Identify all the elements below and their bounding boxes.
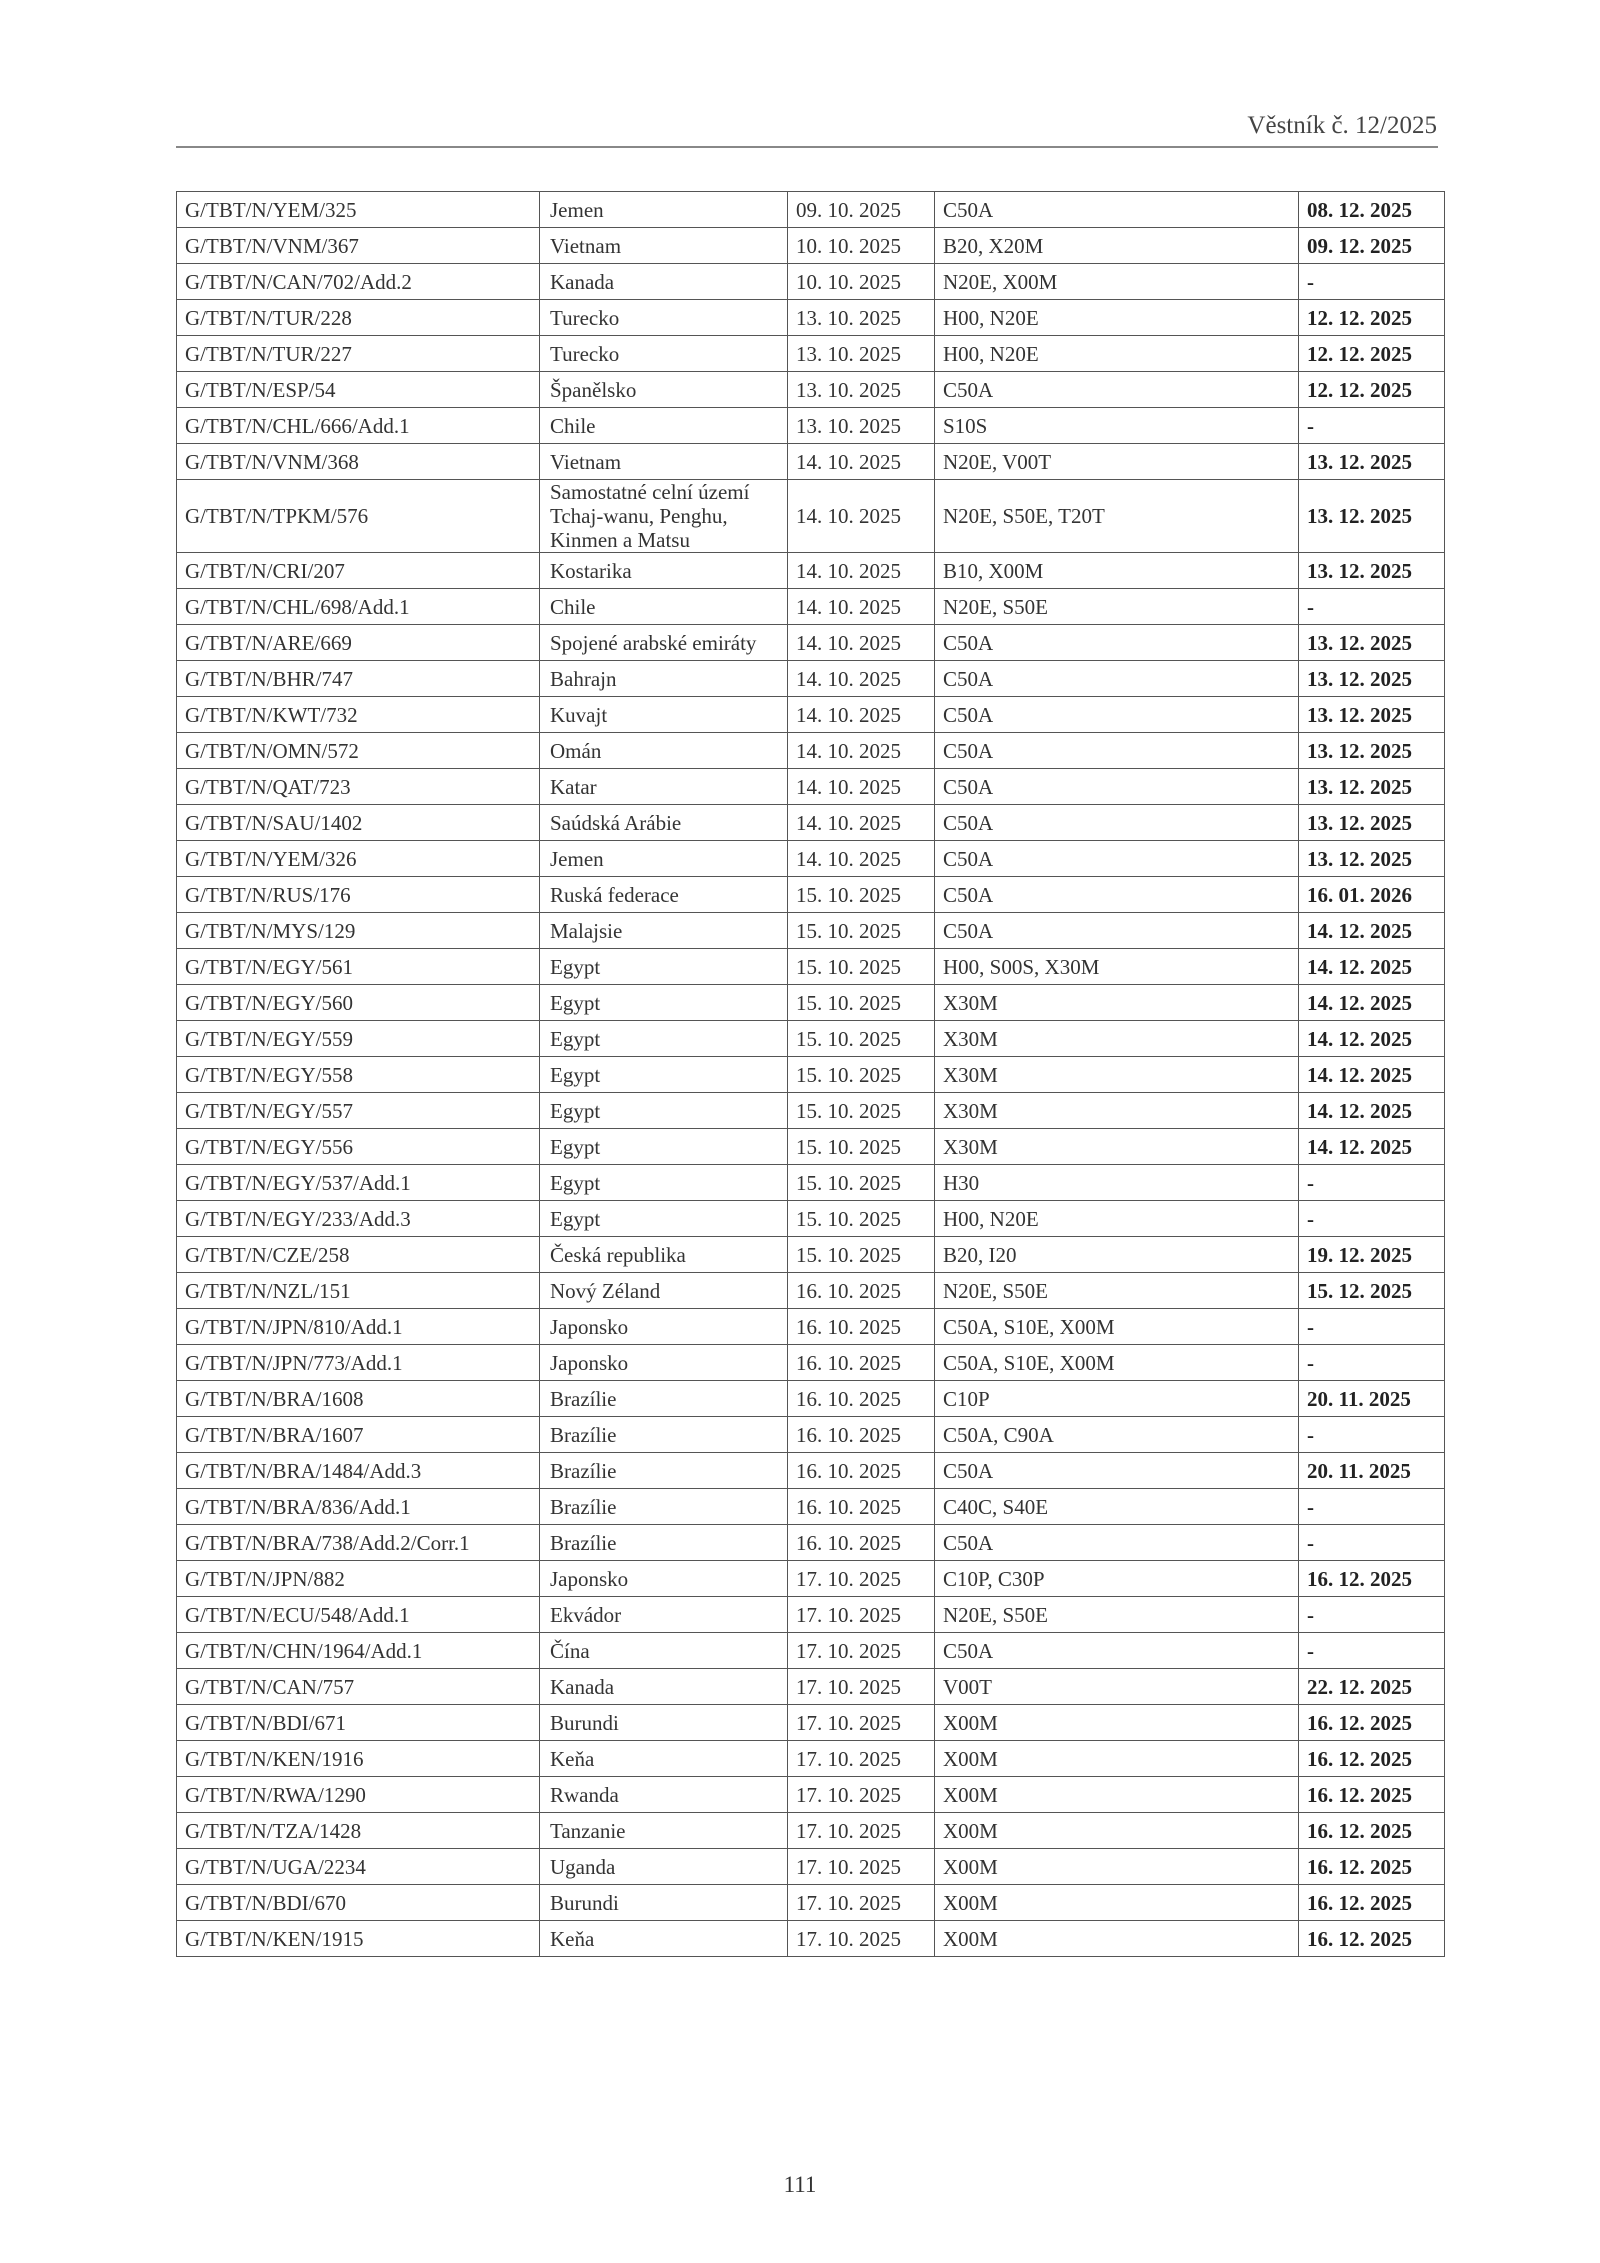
comment-deadline: 13. 12. 2025 (1299, 480, 1445, 553)
notification-date: 17. 10. 2025 (788, 1813, 935, 1849)
comment-deadline: - (1299, 1417, 1445, 1453)
table-row (177, 1597, 1445, 1633)
document-symbol: G/TBT/N/BRA/836/Add.1 (177, 1489, 540, 1525)
comment-deadline: 13. 12. 2025 (1299, 444, 1445, 480)
member-country: Spojené arabské emiráty (540, 625, 788, 661)
document-symbol: G/TBT/N/OMN/572 (177, 733, 540, 769)
member-country: Egypt (540, 949, 788, 985)
notification-date: 15. 10. 2025 (788, 1237, 935, 1273)
document-symbol: G/TBT/N/TPKM/576 (177, 480, 540, 553)
document-symbol: G/TBT/N/NZL/151 (177, 1273, 540, 1309)
ics-codes: C50A (935, 625, 1299, 661)
notification-date: 14. 10. 2025 (788, 444, 935, 480)
comment-deadline: 12. 12. 2025 (1299, 372, 1445, 408)
comment-deadline: 13. 12. 2025 (1299, 661, 1445, 697)
comment-deadline: 16. 12. 2025 (1299, 1849, 1445, 1885)
member-country: Burundi (540, 1705, 788, 1741)
comment-deadline: 22. 12. 2025 (1299, 1669, 1445, 1705)
notification-date: 16. 10. 2025 (788, 1381, 935, 1417)
document-symbol: G/TBT/N/EGY/557 (177, 1093, 540, 1129)
ics-codes: C50A (935, 661, 1299, 697)
ics-codes: C50A (935, 372, 1299, 408)
member-country: Brazílie (540, 1489, 788, 1525)
document-symbol: G/TBT/N/YEM/325 (177, 192, 540, 228)
table-row (177, 1525, 1445, 1561)
notification-date: 16. 10. 2025 (788, 1309, 935, 1345)
table-row (177, 1129, 1445, 1165)
table-row (177, 444, 1445, 480)
ics-codes: C50A (935, 877, 1299, 913)
table-row (177, 877, 1445, 913)
comment-deadline: 16. 12. 2025 (1299, 1813, 1445, 1849)
comment-deadline: 14. 12. 2025 (1299, 1057, 1445, 1093)
ics-codes: H00, N20E (935, 1201, 1299, 1237)
table-row (177, 1057, 1445, 1093)
table-row (177, 408, 1445, 444)
ics-codes: C50A, S10E, X00M (935, 1345, 1299, 1381)
notification-date: 14. 10. 2025 (788, 841, 935, 877)
member-country: Čína (540, 1633, 788, 1669)
table-row (177, 1273, 1445, 1309)
document-symbol: G/TBT/N/MYS/129 (177, 913, 540, 949)
member-country: Egypt (540, 1021, 788, 1057)
ics-codes: X30M (935, 1021, 1299, 1057)
comment-deadline: 13. 12. 2025 (1299, 733, 1445, 769)
comment-deadline: 08. 12. 2025 (1299, 192, 1445, 228)
comment-deadline: 16. 12. 2025 (1299, 1561, 1445, 1597)
ics-codes: C50A (935, 769, 1299, 805)
ics-codes: N20E, X00M (935, 264, 1299, 300)
notification-date: 13. 10. 2025 (788, 300, 935, 336)
notification-date: 10. 10. 2025 (788, 264, 935, 300)
member-country: Brazílie (540, 1525, 788, 1561)
document-symbol: G/TBT/N/BDI/670 (177, 1885, 540, 1921)
notification-date: 15. 10. 2025 (788, 1021, 935, 1057)
table-row (177, 589, 1445, 625)
member-country: Egypt (540, 1057, 788, 1093)
member-country: Japonsko (540, 1561, 788, 1597)
notification-date: 13. 10. 2025 (788, 336, 935, 372)
document-symbol: G/TBT/N/JPN/882 (177, 1561, 540, 1597)
table-row (177, 1309, 1445, 1345)
member-country: Rwanda (540, 1777, 788, 1813)
ics-codes: C50A (935, 805, 1299, 841)
member-country: Turecko (540, 336, 788, 372)
comment-deadline: 13. 12. 2025 (1299, 805, 1445, 841)
document-symbol: G/TBT/N/CRI/207 (177, 553, 540, 589)
document-symbol: G/TBT/N/BRA/1608 (177, 1381, 540, 1417)
ics-codes: C50A, C90A (935, 1417, 1299, 1453)
comment-deadline: 20. 11. 2025 (1299, 1381, 1445, 1417)
table-row (177, 697, 1445, 733)
comment-deadline: 12. 12. 2025 (1299, 336, 1445, 372)
comment-deadline: 16. 12. 2025 (1299, 1777, 1445, 1813)
member-country: Keňa (540, 1921, 788, 1957)
document-symbol: G/TBT/N/CHN/1964/Add.1 (177, 1633, 540, 1669)
member-country: Samostatné celní území Tchaj-wanu, Penghu, Kinmen a Matsu (540, 480, 788, 553)
notification-date: 17. 10. 2025 (788, 1669, 935, 1705)
member-country: Uganda (540, 1849, 788, 1885)
comment-deadline: 14. 12. 2025 (1299, 985, 1445, 1021)
ics-codes: S10S (935, 408, 1299, 444)
notification-date: 14. 10. 2025 (788, 553, 935, 589)
member-country: Kuvajt (540, 697, 788, 733)
document-symbol: G/TBT/N/EGY/556 (177, 1129, 540, 1165)
ics-codes: C50A (935, 841, 1299, 877)
document-symbol: G/TBT/N/JPN/773/Add.1 (177, 1345, 540, 1381)
table-row (177, 1237, 1445, 1273)
table-row (177, 1741, 1445, 1777)
comment-deadline: - (1299, 1201, 1445, 1237)
table-row (177, 228, 1445, 264)
ics-codes: H00, N20E (935, 300, 1299, 336)
document-symbol: G/TBT/N/YEM/326 (177, 841, 540, 877)
member-country: Kostarika (540, 553, 788, 589)
notification-date: 15. 10. 2025 (788, 1093, 935, 1129)
table-row (177, 553, 1445, 589)
member-country: Egypt (540, 1129, 788, 1165)
table-row (177, 1921, 1445, 1957)
comment-deadline: 12. 12. 2025 (1299, 300, 1445, 336)
member-country: Keňa (540, 1741, 788, 1777)
member-country: Ruská federace (540, 877, 788, 913)
notification-date: 17. 10. 2025 (788, 1885, 935, 1921)
table-row (177, 1885, 1445, 1921)
ics-codes: X00M (935, 1741, 1299, 1777)
notification-date: 17. 10. 2025 (788, 1921, 935, 1957)
ics-codes: X30M (935, 1057, 1299, 1093)
table-row (177, 1093, 1445, 1129)
member-country: Saúdská Arábie (540, 805, 788, 841)
comment-deadline: - (1299, 264, 1445, 300)
comment-deadline: 16. 12. 2025 (1299, 1921, 1445, 1957)
comment-deadline: 16. 01. 2026 (1299, 877, 1445, 913)
comment-deadline: - (1299, 1309, 1445, 1345)
table-row (177, 1669, 1445, 1705)
ics-codes: X30M (935, 985, 1299, 1021)
document-symbol: G/TBT/N/KWT/732 (177, 697, 540, 733)
member-country: Japonsko (540, 1309, 788, 1345)
ics-codes: B20, I20 (935, 1237, 1299, 1273)
notification-date: 17. 10. 2025 (788, 1741, 935, 1777)
document-symbol: G/TBT/N/VNM/367 (177, 228, 540, 264)
table-row (177, 661, 1445, 697)
member-country: Brazílie (540, 1453, 788, 1489)
member-country: Turecko (540, 300, 788, 336)
notification-date: 17. 10. 2025 (788, 1777, 935, 1813)
member-country: Česká republika (540, 1237, 788, 1273)
notification-date: 15. 10. 2025 (788, 985, 935, 1021)
table-row (177, 985, 1445, 1021)
document-symbol: G/TBT/N/ESP/54 (177, 372, 540, 408)
ics-codes: C10P, C30P (935, 1561, 1299, 1597)
notification-date: 17. 10. 2025 (788, 1705, 935, 1741)
member-country: Bahrajn (540, 661, 788, 697)
document-symbol: G/TBT/N/SAU/1402 (177, 805, 540, 841)
table-row (177, 480, 1445, 553)
notification-date: 16. 10. 2025 (788, 1345, 935, 1381)
member-country: Vietnam (540, 228, 788, 264)
table-row (177, 1705, 1445, 1741)
notification-date: 17. 10. 2025 (788, 1849, 935, 1885)
comment-deadline: - (1299, 1489, 1445, 1525)
notification-date: 14. 10. 2025 (788, 805, 935, 841)
notification-date: 15. 10. 2025 (788, 1165, 935, 1201)
table-row (177, 1201, 1445, 1237)
member-country: Ekvádor (540, 1597, 788, 1633)
comment-deadline: 19. 12. 2025 (1299, 1237, 1445, 1273)
document-symbol: G/TBT/N/QAT/723 (177, 769, 540, 805)
member-country: Kanada (540, 1669, 788, 1705)
document-symbol: G/TBT/N/RUS/176 (177, 877, 540, 913)
table-row (177, 913, 1445, 949)
table-row (177, 1849, 1445, 1885)
notification-date: 15. 10. 2025 (788, 1129, 935, 1165)
comment-deadline: - (1299, 1345, 1445, 1381)
member-country: Malajsie (540, 913, 788, 949)
notification-date: 16. 10. 2025 (788, 1417, 935, 1453)
document-symbol: G/TBT/N/CAN/702/Add.2 (177, 264, 540, 300)
document-symbol: G/TBT/N/CHL/666/Add.1 (177, 408, 540, 444)
member-country: Omán (540, 733, 788, 769)
document-symbol: G/TBT/N/EGY/560 (177, 985, 540, 1021)
member-country: Chile (540, 408, 788, 444)
document-symbol: G/TBT/N/TZA/1428 (177, 1813, 540, 1849)
comment-deadline: 14. 12. 2025 (1299, 1021, 1445, 1057)
table-row (177, 625, 1445, 661)
document-symbol: G/TBT/N/CHL/698/Add.1 (177, 589, 540, 625)
ics-codes: N20E, S50E, T20T (935, 480, 1299, 553)
notification-date: 15. 10. 2025 (788, 1201, 935, 1237)
table-row (177, 1777, 1445, 1813)
document-symbol: G/TBT/N/CAN/757 (177, 1669, 540, 1705)
comment-deadline: 15. 12. 2025 (1299, 1273, 1445, 1309)
notification-date: 17. 10. 2025 (788, 1597, 935, 1633)
comment-deadline: 13. 12. 2025 (1299, 553, 1445, 589)
member-country: Japonsko (540, 1345, 788, 1381)
document-symbol: G/TBT/N/KEN/1916 (177, 1741, 540, 1777)
ics-codes: X00M (935, 1849, 1299, 1885)
ics-codes: N20E, S50E (935, 1597, 1299, 1633)
document-symbol: G/TBT/N/BHR/747 (177, 661, 540, 697)
ics-codes: C50A (935, 1633, 1299, 1669)
ics-codes: C50A (935, 733, 1299, 769)
ics-codes: H00, N20E (935, 336, 1299, 372)
ics-codes: C50A, S10E, X00M (935, 1309, 1299, 1345)
document-symbol: G/TBT/N/EGY/233/Add.3 (177, 1201, 540, 1237)
notification-date: 14. 10. 2025 (788, 697, 935, 733)
comment-deadline: 09. 12. 2025 (1299, 228, 1445, 264)
notification-date: 15. 10. 2025 (788, 1057, 935, 1093)
ics-codes: B20, X20M (935, 228, 1299, 264)
notification-date: 15. 10. 2025 (788, 913, 935, 949)
document-symbol: G/TBT/N/EGY/558 (177, 1057, 540, 1093)
ics-codes: C50A (935, 192, 1299, 228)
comment-deadline: 14. 12. 2025 (1299, 913, 1445, 949)
table-row (177, 372, 1445, 408)
table-row (177, 1813, 1445, 1849)
document-symbol: G/TBT/N/RWA/1290 (177, 1777, 540, 1813)
notification-date: 13. 10. 2025 (788, 372, 935, 408)
document-symbol: G/TBT/N/BRA/1484/Add.3 (177, 1453, 540, 1489)
member-country: Egypt (540, 1201, 788, 1237)
member-country: Vietnam (540, 444, 788, 480)
ics-codes: X00M (935, 1705, 1299, 1741)
table-row (177, 805, 1445, 841)
document-symbol: G/TBT/N/BRA/1607 (177, 1417, 540, 1453)
header-divider (176, 146, 1438, 148)
ics-codes: N20E, V00T (935, 444, 1299, 480)
comment-deadline: 14. 12. 2025 (1299, 949, 1445, 985)
comment-deadline: 20. 11. 2025 (1299, 1453, 1445, 1489)
notification-date: 16. 10. 2025 (788, 1525, 935, 1561)
notification-date: 16. 10. 2025 (788, 1273, 935, 1309)
table-row (177, 192, 1445, 228)
table-row (177, 1165, 1445, 1201)
comment-deadline: 14. 12. 2025 (1299, 1129, 1445, 1165)
member-country: Egypt (540, 1093, 788, 1129)
ics-codes: V00T (935, 1669, 1299, 1705)
member-country: Burundi (540, 1885, 788, 1921)
ics-codes: X30M (935, 1129, 1299, 1165)
member-country: Jemen (540, 841, 788, 877)
ics-codes: C40C, S40E (935, 1489, 1299, 1525)
document-symbol: G/TBT/N/BRA/738/Add.2/Corr.1 (177, 1525, 540, 1561)
ics-codes: N20E, S50E (935, 589, 1299, 625)
table-row (177, 264, 1445, 300)
comment-deadline: - (1299, 408, 1445, 444)
notification-date: 15. 10. 2025 (788, 877, 935, 913)
document-symbol: G/TBT/N/CZE/258 (177, 1237, 540, 1273)
comment-deadline: 16. 12. 2025 (1299, 1705, 1445, 1741)
notification-date: 17. 10. 2025 (788, 1561, 935, 1597)
notification-date: 14. 10. 2025 (788, 589, 935, 625)
ics-codes: C50A (935, 697, 1299, 733)
table-row (177, 769, 1445, 805)
table-row (177, 1453, 1445, 1489)
ics-codes: X00M (935, 1885, 1299, 1921)
publication-header: Věstník č. 12/2025 (1247, 112, 1437, 139)
ics-codes: X00M (935, 1921, 1299, 1957)
table-row (177, 1417, 1445, 1453)
member-country: Brazílie (540, 1381, 788, 1417)
table-row (177, 841, 1445, 877)
document-symbol: G/TBT/N/ARE/669 (177, 625, 540, 661)
document-symbol: G/TBT/N/TUR/228 (177, 300, 540, 336)
comment-deadline: 16. 12. 2025 (1299, 1741, 1445, 1777)
member-country: Egypt (540, 985, 788, 1021)
ics-codes: C10P (935, 1381, 1299, 1417)
notification-date: 10. 10. 2025 (788, 228, 935, 264)
comment-deadline: 13. 12. 2025 (1299, 841, 1445, 877)
table-row (177, 1489, 1445, 1525)
document-symbol: G/TBT/N/ECU/548/Add.1 (177, 1597, 540, 1633)
notification-date: 14. 10. 2025 (788, 733, 935, 769)
ics-codes: C50A (935, 1453, 1299, 1489)
document-symbol: G/TBT/N/BDI/671 (177, 1705, 540, 1741)
ics-codes: X00M (935, 1777, 1299, 1813)
member-country: Egypt (540, 1165, 788, 1201)
ics-codes: H00, S00S, X30M (935, 949, 1299, 985)
comment-deadline: - (1299, 589, 1445, 625)
member-country: Tanzanie (540, 1813, 788, 1849)
document-symbol: G/TBT/N/JPN/810/Add.1 (177, 1309, 540, 1345)
notification-date: 16. 10. 2025 (788, 1489, 935, 1525)
table-row (177, 1561, 1445, 1597)
comment-deadline: 13. 12. 2025 (1299, 697, 1445, 733)
ics-codes: X00M (935, 1813, 1299, 1849)
notification-date: 16. 10. 2025 (788, 1453, 935, 1489)
comment-deadline: - (1299, 1597, 1445, 1633)
comment-deadline: 14. 12. 2025 (1299, 1093, 1445, 1129)
member-country: Španělsko (540, 372, 788, 408)
member-country: Katar (540, 769, 788, 805)
comment-deadline: - (1299, 1525, 1445, 1561)
table-row (177, 1345, 1445, 1381)
notification-date: 14. 10. 2025 (788, 625, 935, 661)
ics-codes: X30M (935, 1093, 1299, 1129)
notification-date: 15. 10. 2025 (788, 949, 935, 985)
comment-deadline: 16. 12. 2025 (1299, 1885, 1445, 1921)
ics-codes: N20E, S50E (935, 1273, 1299, 1309)
notification-table (176, 191, 1445, 1957)
ics-codes: C50A (935, 1525, 1299, 1561)
table-row (177, 336, 1445, 372)
member-country: Chile (540, 589, 788, 625)
document-symbol: G/TBT/N/TUR/227 (177, 336, 540, 372)
comment-deadline: - (1299, 1165, 1445, 1201)
notification-date: 13. 10. 2025 (788, 408, 935, 444)
document-symbol: G/TBT/N/EGY/561 (177, 949, 540, 985)
comment-deadline: 13. 12. 2025 (1299, 625, 1445, 661)
document-symbol: G/TBT/N/VNM/368 (177, 444, 540, 480)
member-country: Brazílie (540, 1417, 788, 1453)
table-row (177, 949, 1445, 985)
table-row (177, 1381, 1445, 1417)
page-number: 111 (783, 2172, 817, 2197)
member-country: Kanada (540, 264, 788, 300)
member-country: Jemen (540, 192, 788, 228)
member-country: Nový Zéland (540, 1273, 788, 1309)
notification-date: 17. 10. 2025 (788, 1633, 935, 1669)
table-row (177, 1633, 1445, 1669)
document-symbol: G/TBT/N/UGA/2234 (177, 1849, 540, 1885)
notification-date: 14. 10. 2025 (788, 661, 935, 697)
ics-codes: C50A (935, 913, 1299, 949)
table-row (177, 1021, 1445, 1057)
table-row (177, 300, 1445, 336)
ics-codes: H30 (935, 1165, 1299, 1201)
notification-date: 09. 10. 2025 (788, 192, 935, 228)
notification-date: 14. 10. 2025 (788, 769, 935, 805)
document-symbol: G/TBT/N/EGY/537/Add.1 (177, 1165, 540, 1201)
comment-deadline: 13. 12. 2025 (1299, 769, 1445, 805)
document-symbol: G/TBT/N/KEN/1915 (177, 1921, 540, 1957)
table-row (177, 733, 1445, 769)
ics-codes: B10, X00M (935, 553, 1299, 589)
notification-date: 14. 10. 2025 (788, 480, 935, 553)
comment-deadline: - (1299, 1633, 1445, 1669)
document-symbol: G/TBT/N/EGY/559 (177, 1021, 540, 1057)
